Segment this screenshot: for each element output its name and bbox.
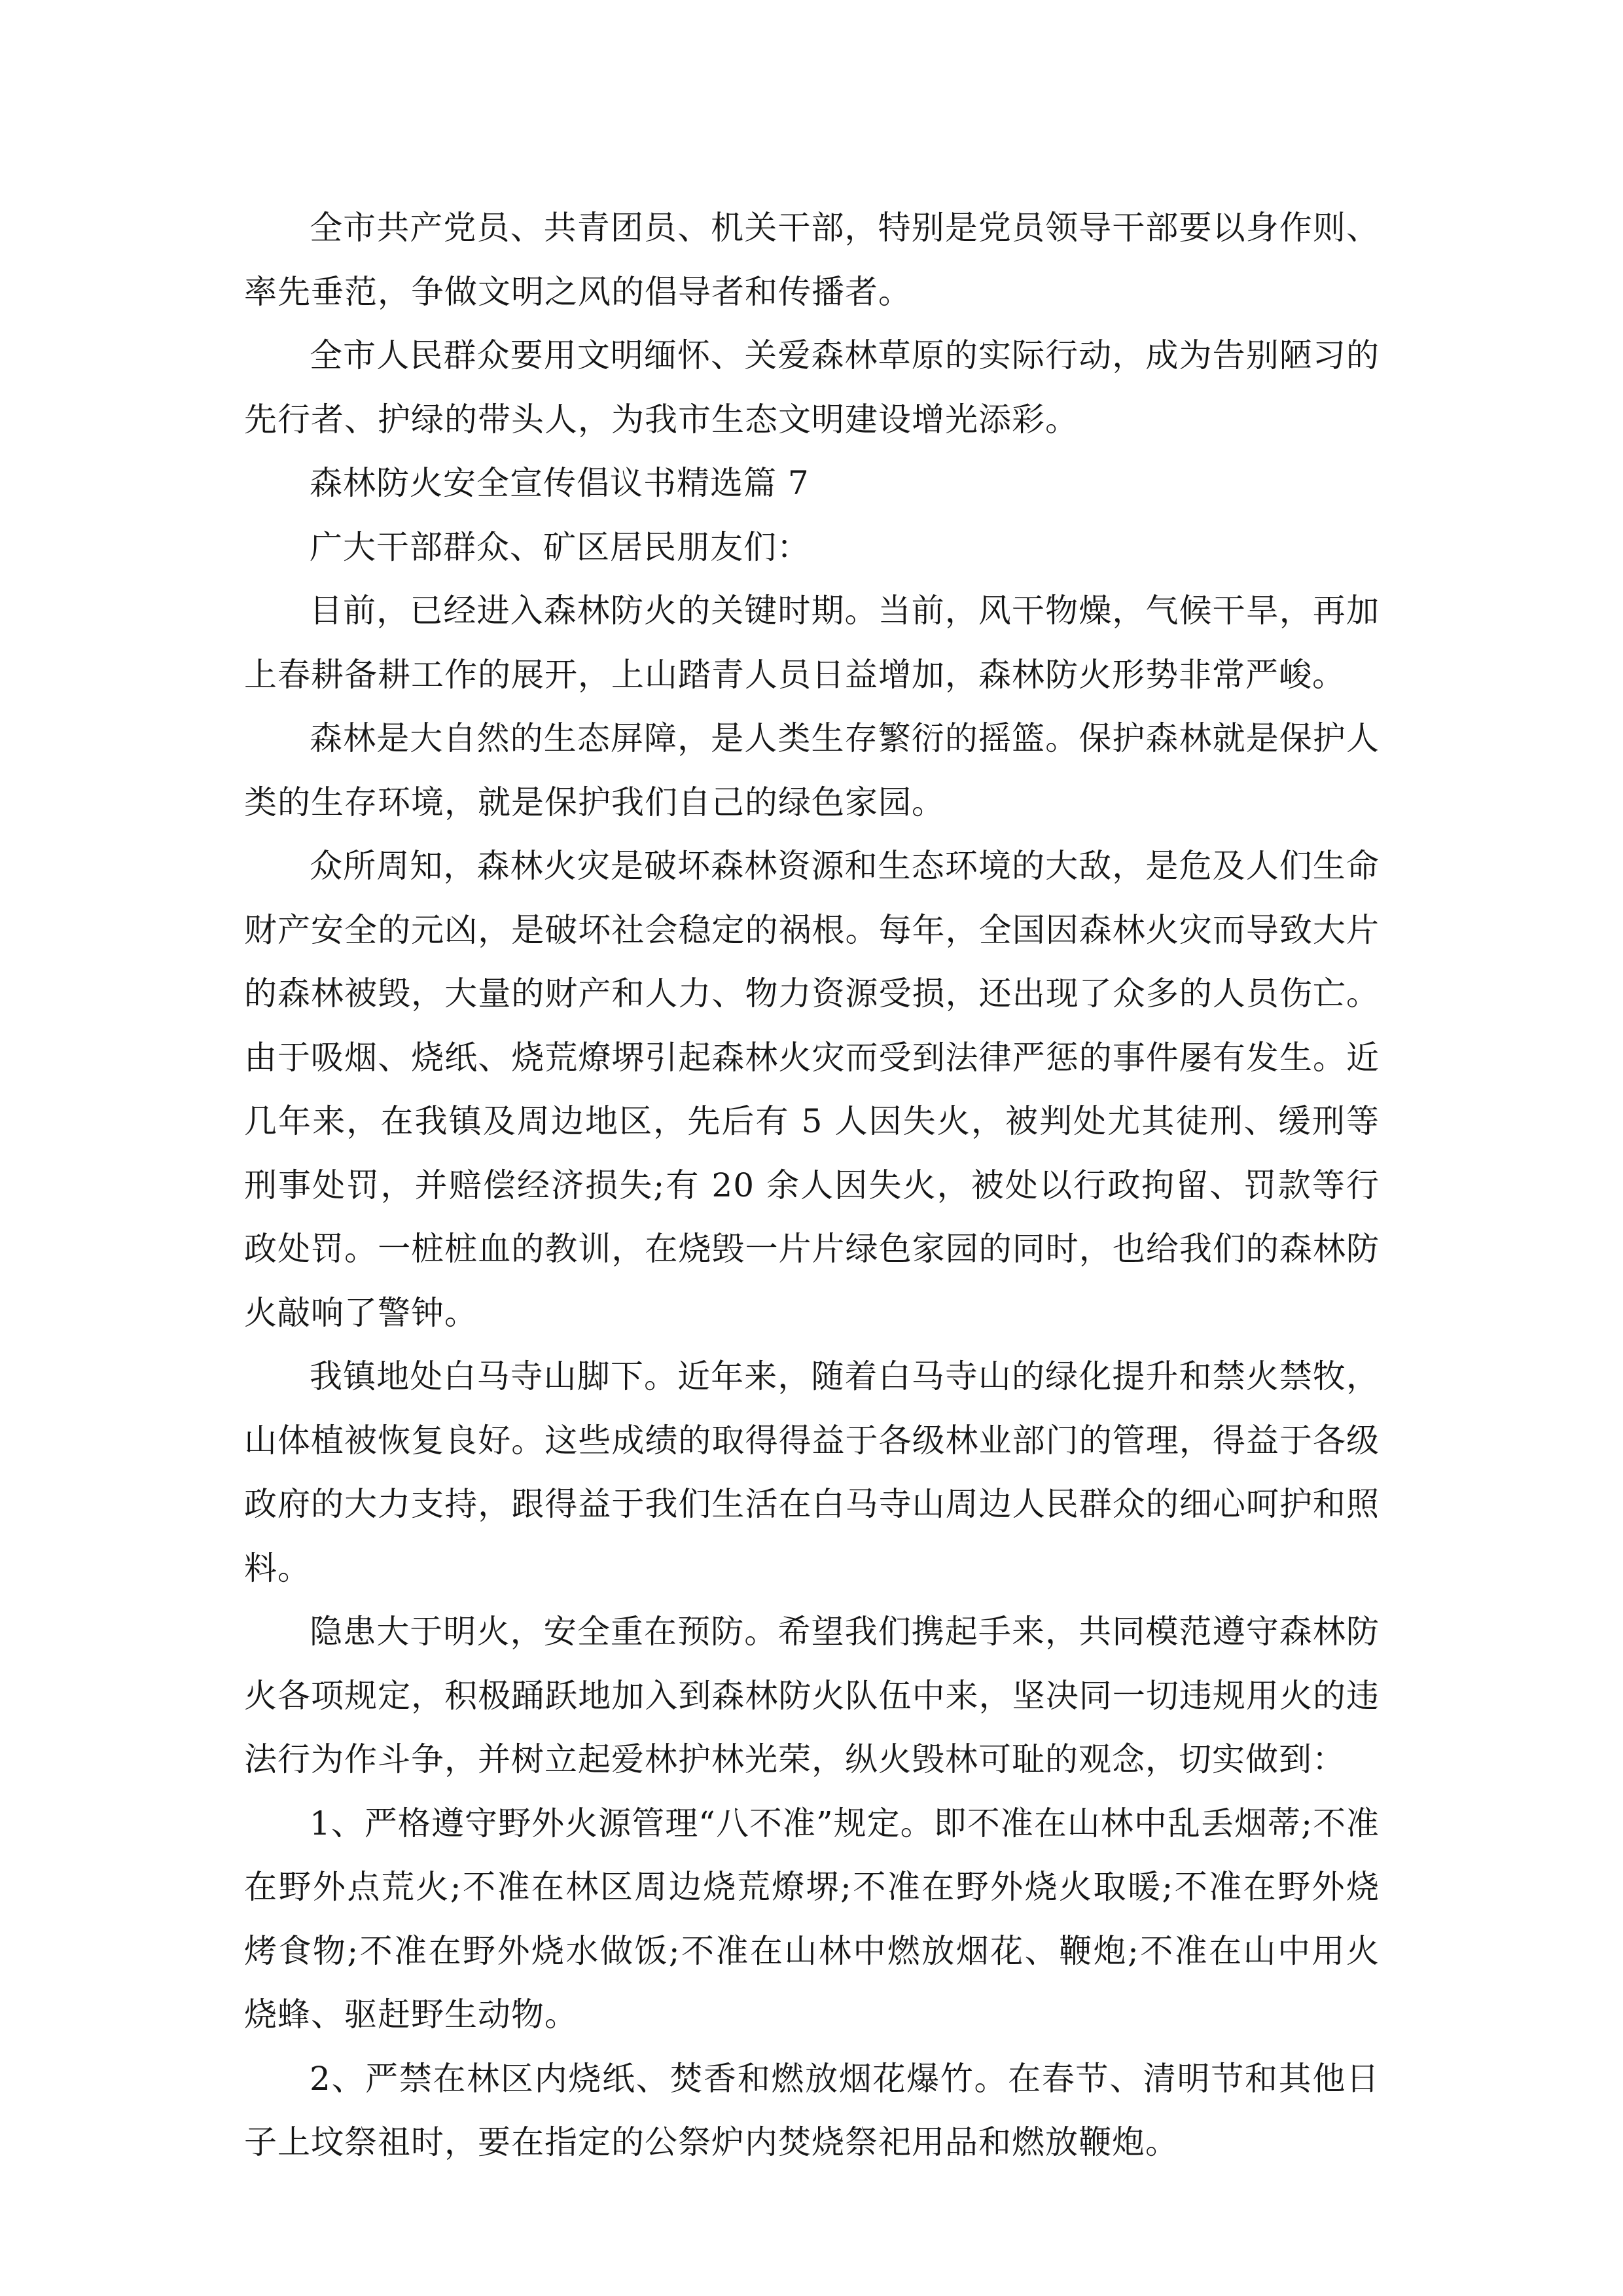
paragraph-call-to-action: 隐患大于明火，安全重在预防。希望我们携起手来，共同模范遵守森林防火各项规定，积极踊跃地加入到森林防火队伍中来，坚决同一切违规用火的违法行为作斗争，并树立起爱林护林光荣，纵火毁林可耻的观念，切实做到： xyxy=(244,1613,1380,1778)
salutation: 广大干部群众、矿区居民朋友们： xyxy=(310,528,810,566)
paragraph-current-situation: 目前，已经进入森林防火的关键时期。当前，风干物燥，气候干旱，再加上春耕备耕工作的展开，上山踏青人员日益增加，森林防火形势非常严峻。 xyxy=(244,592,1380,694)
paragraph-citizens: 全市人民群众要用文明缅怀、关爱森林草原的实际行动，成为告别陋习的先行者、护绿的带头人，为我市生态文明建设增光添彩。 xyxy=(244,336,1380,439)
paragraph-forest-importance: 森林是大自然的生态屏障，是人类生存繁衍的摇篮。保护森林就是保护人类的生存环境，就是保护我们自己的绿色家园。 xyxy=(244,719,1380,821)
document-body xyxy=(244,196,1380,2175)
paragraph-fire-dangers: 众所周知，森林火灾是破坏森林资源和生态环境的大敌，是危及人们生命财产安全的元凶，是破坏社会稳定的祸根。每年，全国因森林火灾而导致大片的森林被毁，大量的财产和人力、物力资源受损，还出现了众多的人员伤亡。由于吸烟、烧纸、烧荒燎堺引起森林火灾而受到法律严惩的事件屡有发生。近几年来，在我镇及周边地区，先后有 5 人因失火，被判处尤其徒刑、缓刑等刑事处罚，并赔偿经济损失;有 20 余人因失火，被处以行政拘留、罚款等行政处罚。一桩桩血的教训，在烧毁一片片绿色家园的同时，也给我们的森林防火敲响了警钟。 xyxy=(244,847,1380,1332)
section-title: 森林防火安全宣传倡议书精选篇 7 xyxy=(310,464,810,502)
paragraph-local-context: 我镇地处白马寺山脚下。近年来，随着白马寺山的绿化提升和禁火禁牧，山体植被恢复良好。这些成绩的取得得益于各级林业部门的管理，得益于各级政府的大力支持，跟得益于我们生活在白马寺山周边人民群众的细心呵护和照料。 xyxy=(244,1357,1380,1587)
list-item-rule-2: 2、严禁在林区内烧纸、焚香和燃放烟花爆竹。在春节、清明节和其他日子上坟祭祖时，要在指定的公祭炉内焚烧祭祀用品和燃放鞭炮。 xyxy=(244,2059,1380,2161)
paragraph-party-members: 全市共产党员、共青团员、机关干部，特别是党员领导干部要以身作则、率先垂范，争做文明之风的倡导者和传播者。 xyxy=(244,209,1380,311)
list-item-rule-1: 1、严格遵守野外火源管理“八不准”规定。即不准在山林中乱丢烟蒂;不准在野外点荒火;不准在林区周边烧荒燎堺;不准在野外烧火取暖;不准在野外烧烤食物;不准在野外烧水做饭;不准在山林中燃放烟花、鞭炮;不准在山中用火烧蜂、驱赶野生动物。 xyxy=(244,1804,1380,2034)
